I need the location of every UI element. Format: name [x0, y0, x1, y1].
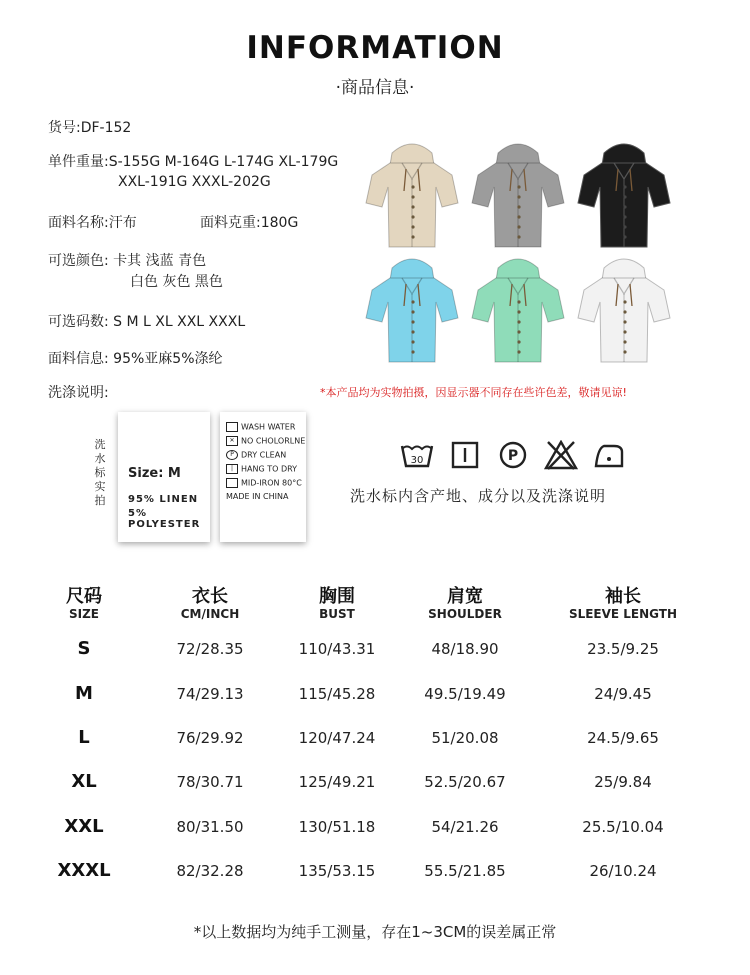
- size-table-cell: 110/43.31: [298, 640, 376, 658]
- size-table-header-5-cn: 袖长: [605, 586, 641, 607]
- item-number: 货号:DF-152: [48, 120, 132, 136]
- size-table-cell: 24/9.45: [594, 685, 652, 703]
- care-label-caption: 洗水标内含产地、成分以及洗涤说明: [350, 487, 607, 505]
- color-disclaimer: *本产品均为实物拍摄，因显示器不同存在些许色差，敬请见谅!: [320, 386, 627, 399]
- size-table-cell: 24.5/9.65: [587, 729, 659, 747]
- size-table-cell: 23.5/9.25: [587, 640, 659, 658]
- care-line-origin: MADE IN CHINA: [226, 492, 289, 501]
- page-title: INFORMATION: [246, 30, 504, 66]
- size-table-header-4-cn: 肩宽: [447, 586, 483, 607]
- care-line-dryclean: P DRY CLEAN: [226, 450, 286, 460]
- measurement-disclaimer: *以上数据均为纯手工测量，存在1~3CM的误差属正常: [193, 923, 557, 941]
- size-table-header-4-en: SHOULDER: [428, 607, 502, 621]
- fabric-name: 面料名称:汗布: [48, 215, 137, 231]
- size-table-size-cell: XL: [71, 771, 97, 792]
- available-sizes: 可选码数: S M L XL XXL XXXL: [48, 314, 246, 330]
- size-table-cell: 78/30.71: [176, 773, 244, 791]
- size-table-cell: 48/18.90: [431, 640, 499, 658]
- size-table-size-cell: L: [78, 727, 90, 748]
- size-table-header-1-cn: 尺码: [66, 586, 102, 607]
- wash-label-photo-caption: 洗水标实拍: [94, 438, 106, 507]
- size-table-size-cell: XXL: [64, 816, 104, 837]
- size-table-header-2-cn: 衣长: [192, 586, 228, 607]
- size-table-header-1-en: SIZE: [68, 607, 99, 621]
- size-table-cell: 82/32.28: [176, 862, 244, 880]
- tag-composition-1: 95% LINEN: [128, 494, 199, 505]
- size-table-cell: 72/28.35: [176, 640, 244, 658]
- size-table-cell: 135/53.15: [298, 862, 376, 880]
- colors-line-1: 可选颜色: 卡其 浅蓝 青色: [48, 253, 207, 269]
- care-line-bleach: ✕ NO CHOLORLNE: [226, 436, 305, 446]
- hang-dry-icon: |: [226, 464, 238, 474]
- size-table-cell: 52.5/20.67: [424, 773, 506, 791]
- weight-line-1: 单件重量:S-155G M-164G L-174G XL-179G: [48, 154, 339, 170]
- size-table-cell: 76/29.92: [176, 729, 244, 747]
- no-bleach-icon: ✕: [226, 436, 238, 446]
- size-table-cell: 115/45.28: [298, 685, 376, 703]
- size-table-size-cell: XXXL: [57, 860, 111, 881]
- size-table-cell: 51/20.08: [431, 729, 499, 747]
- size-table-cell: 55.5/21.85: [424, 862, 506, 880]
- care-line-hang: | HANG TO DRY: [226, 464, 297, 474]
- care-line-iron: MID-IRON 80°C: [226, 478, 302, 488]
- size-table-cell: 74/29.13: [176, 685, 244, 703]
- weight-line-2: XXL-191G XXXL-202G: [118, 174, 271, 190]
- size-table-cell: 25.5/10.04: [582, 818, 664, 836]
- size-table-size-cell: S: [77, 638, 91, 659]
- dry-clean-icon: P: [226, 450, 238, 460]
- colors-line-2: 白色 灰色 黑色: [130, 274, 223, 290]
- size-table-cell: 25/9.84: [594, 773, 652, 791]
- care-line-wash: WASH WATER: [226, 422, 295, 432]
- fabric-weight: 面料克重:180G: [200, 215, 299, 231]
- size-table-cell: 26/10.24: [589, 862, 657, 880]
- svg-text:P: P: [507, 448, 519, 464]
- size-table-cell: 80/31.50: [176, 818, 244, 836]
- size-table-cell: 130/51.18: [298, 818, 376, 836]
- size-table-header-2-en: CM/INCH: [180, 607, 240, 621]
- size-table-header-3-en: BUST: [319, 607, 355, 621]
- fabric-info: 面料信息: 95%亚麻5%涤纶: [48, 351, 223, 367]
- size-table-cell: 120/47.24: [298, 729, 376, 747]
- size-table-cell: 125/49.21: [298, 773, 376, 791]
- size-table-cell: 54/21.26: [431, 818, 499, 836]
- size-table-size-cell: M: [75, 683, 93, 704]
- page-subtitle: ·商品信息·: [335, 78, 415, 98]
- tag-composition-2: 5% POLYESTER: [128, 508, 201, 530]
- size-table-header-5-en: SLEEVE LENGTH: [568, 607, 678, 621]
- size-table-header-3-cn: 胸围: [319, 586, 355, 607]
- size-table-cell: 49.5/19.49: [424, 685, 506, 703]
- svg-text:30: 30: [410, 455, 424, 466]
- wash-instructions-label: 洗涤说明:: [48, 385, 109, 401]
- tag-size: Size: M: [128, 466, 181, 481]
